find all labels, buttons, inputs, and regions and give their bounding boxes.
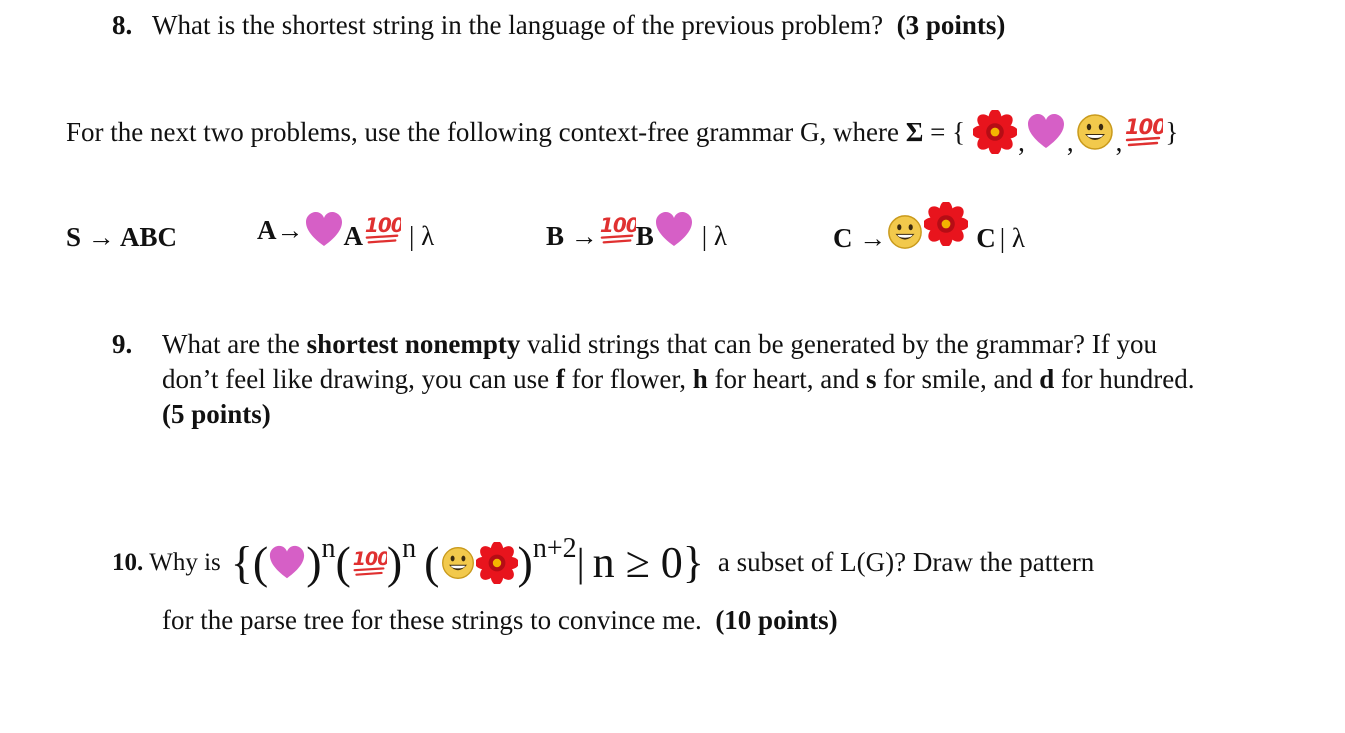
- smile-icon: [886, 213, 924, 251]
- flower-icon: [924, 202, 968, 246]
- q10-line-1: [112, 532, 1095, 589]
- exponent-n-plus-2: n+2: [532, 532, 577, 564]
- q8-text: What is the shortest string in the language of the previous problem?: [152, 10, 884, 40]
- hundred-icon: [1123, 112, 1163, 152]
- comma: ,: [1066, 126, 1074, 157]
- q9-line1-post: valid strings that can be generated by the grammar? If you: [527, 329, 1157, 359]
- sigma-symbol: Σ: [905, 116, 924, 147]
- rule-b-mid: B: [635, 220, 654, 251]
- q9-h: h: [692, 364, 708, 394]
- q9-line1-pre: What are the: [162, 329, 300, 359]
- q8-points: (3 points): [896, 10, 1006, 40]
- exponent-n: n: [402, 532, 417, 564]
- rule-a-mid: A: [343, 220, 363, 251]
- rule-a-lhs: A→: [257, 214, 304, 245]
- rule-b-alt: | λ: [701, 220, 728, 251]
- q9-line2-b: for flower,: [571, 364, 687, 394]
- comma: ,: [1018, 126, 1025, 157]
- q9-line-2: [162, 364, 1194, 395]
- hundred-icon: [598, 211, 636, 249]
- q9-number: 9.: [112, 329, 133, 359]
- rule-a: [257, 210, 434, 250]
- paren-close: ): [386, 537, 403, 588]
- q10-after: a subset of L(G)? Draw the pattern: [717, 547, 1095, 577]
- q10-points: (10 points): [715, 605, 838, 635]
- smile-icon: [440, 545, 476, 581]
- paren-open: (: [335, 537, 351, 588]
- question-8: [112, 10, 1005, 41]
- flower-icon: [973, 110, 1017, 154]
- heart-icon: [268, 544, 306, 582]
- rule-s: [66, 222, 177, 253]
- rule-c-alt: | λ: [999, 222, 1025, 253]
- intro-text: For the next two problems, use the following context-free grammar G, where: [66, 116, 900, 147]
- q9-d: d: [1039, 364, 1055, 394]
- set-open: {(: [230, 537, 269, 588]
- heart-icon: [304, 210, 344, 250]
- rule-a-alt: | λ: [409, 220, 435, 251]
- comma: ,: [1115, 126, 1123, 157]
- exponent-n: n: [321, 532, 336, 564]
- sigma-close: }: [1165, 116, 1179, 147]
- hundred-icon: [351, 545, 387, 581]
- q9-f: f: [555, 364, 565, 394]
- rule-b-lhs: B →: [546, 220, 598, 251]
- heart-icon: [654, 210, 694, 250]
- q9-line-1: [162, 329, 1157, 360]
- heart-icon: [1026, 112, 1066, 152]
- paren-close: ): [306, 537, 322, 588]
- flower-icon: [476, 542, 518, 584]
- q9-s: s: [865, 364, 877, 394]
- rule-c-lhs: C →: [833, 222, 887, 253]
- rule-s-text: S → ABC: [66, 222, 178, 252]
- paren-open: (: [424, 537, 440, 588]
- hundred-icon: [363, 211, 401, 249]
- q8-number: 8.: [112, 10, 133, 40]
- rule-c: [833, 202, 1025, 253]
- q10-line2-text: for the parse tree for these strings to convince me.: [162, 605, 702, 635]
- q9-line2-d: for smile, and: [883, 364, 1033, 394]
- rule-b: [546, 210, 727, 250]
- paren-close: ): [517, 537, 533, 588]
- q10-number: 10.: [112, 548, 144, 576]
- q9-line1-bold: shortest nonempty: [306, 329, 521, 359]
- q9-points: (5 points): [162, 399, 271, 429]
- smile-icon: [1075, 112, 1115, 152]
- q9-line2-e: for hundred.: [1061, 364, 1195, 394]
- rule-c-mid: C: [976, 222, 996, 253]
- grammar-intro: [66, 110, 1179, 157]
- q10-why: Why is: [149, 548, 221, 576]
- q10-line-2: [162, 605, 838, 636]
- set-condition: n ≥ 0}: [592, 538, 704, 587]
- sigma-equals: = {: [930, 116, 966, 147]
- q9-line2-a: don’t feel like drawing, you can use: [162, 364, 550, 394]
- such-that-bar: |: [576, 540, 585, 585]
- q9-line2-c: for heart, and: [714, 364, 860, 394]
